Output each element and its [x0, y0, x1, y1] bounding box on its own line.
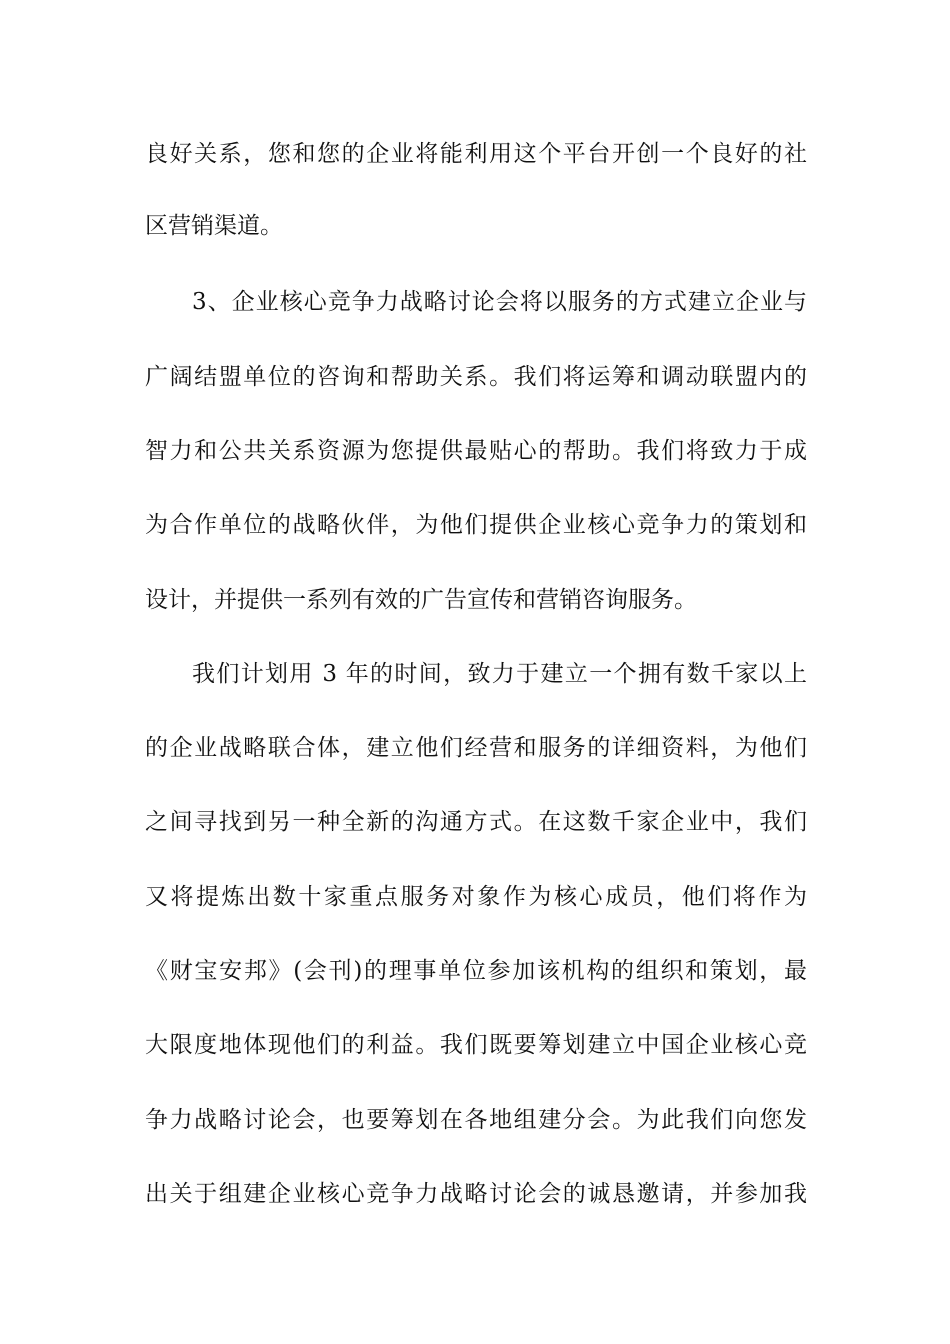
text-line: 设计，并提供一系列有效的广告宣传和营销咨询服务。: [145, 587, 697, 613]
text-line: 《财宝安邦》(会刊)的理事单位参加该机构的组织和策划，最: [145, 958, 807, 984]
text-line: 3、企业核心竞争力战略讨论会将以服务的方式建立企业与: [192, 289, 807, 315]
text-line: 区营销渠道。: [145, 213, 283, 239]
text-line: 之间寻找到另一种全新的沟通方式。在这数千家企业中，我们: [145, 809, 807, 835]
text-line: 大限度地体现他们的利益。我们既要筹划建立中国企业核心竞: [145, 1032, 807, 1058]
text-line: 为合作单位的战略伙伴，为他们提供企业核心竞争力的策划和: [145, 512, 807, 538]
text-line: 出关于组建企业核心竞争力战略讨论会的诚恳邀请，并参加我: [145, 1181, 807, 1207]
text-line: 我们计划用 3 年的时间，致力于建立一个拥有数千家以上: [192, 661, 807, 687]
text-line: 良好关系，您和您的企业将能利用这个平台开创一个良好的社: [145, 141, 807, 167]
text-line: 广阔结盟单位的咨询和帮助关系。我们将运筹和调动联盟内的: [145, 364, 807, 390]
text-line: 又将提炼出数十家重点服务对象作为核心成员，他们将作为: [145, 884, 807, 910]
text-line: 的企业战略联合体，建立他们经营和服务的详细资料，为他们: [145, 735, 807, 761]
text-line: 智力和公共关系资源为您提供最贴心的帮助。我们将致力于成: [145, 438, 807, 464]
text-line: 争力战略讨论会，也要筹划在各地组建分会。为此我们向您发: [145, 1107, 807, 1133]
